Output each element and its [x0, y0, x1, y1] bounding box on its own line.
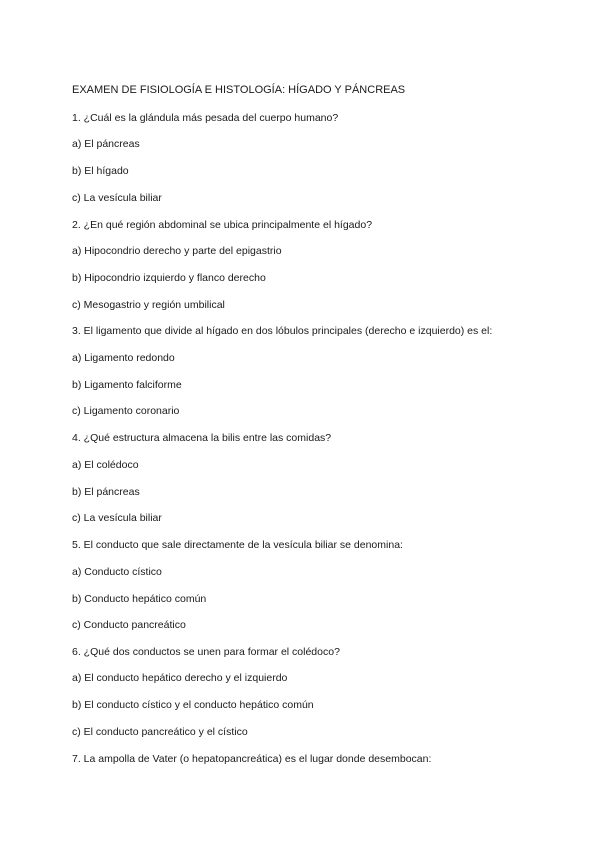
question-2-option-a: a) Hipocondrio derecho y parte del epigastrio [72, 245, 282, 257]
question-3-option-b: b) Ligamento falciforme [72, 379, 182, 391]
question-7: 7. La ampolla de Vater (o hepatopancreática) es el lugar donde desembocan: [72, 753, 432, 765]
question-3-option-a: a) Ligamento redondo [72, 352, 175, 364]
question-6-option-c: c) El conducto pancreático y el cístico [72, 726, 248, 738]
question-4-option-b: b) El páncreas [72, 486, 140, 498]
question-5-option-b: b) Conducto hepático común [72, 593, 207, 605]
question-5-option-a: a) Conducto cístico [72, 566, 162, 578]
question-1-option-b: b) El hígado [72, 165, 129, 177]
question-2-option-c: c) Mesogastrio y región umbilical [72, 299, 225, 311]
question-4-option-a: a) El colédoco [72, 459, 139, 471]
question-5-option-c: c) Conducto pancreático [72, 619, 186, 631]
question-5: 5. El conducto que sale directamente de la vesícula biliar se denomina: [72, 539, 403, 551]
question-2-option-b: b) Hipocondrio izquierdo y flanco derecho [72, 272, 266, 284]
question-6-option-b: b) El conducto cístico y el conducto hepático común [72, 699, 314, 711]
page-title: EXAMEN DE FISIOLOGÍA E HISTOLOGÍA: HÍGADO Y PÁNCREAS [72, 84, 406, 96]
question-6: 6. ¿Qué dos conductos se unen para formar el colédoco? [72, 646, 340, 658]
question-3: 3. El ligamento que divide al hígado en dos lóbulos principales (derecho e izquierdo) es el: [72, 325, 493, 337]
question-4: 4. ¿Qué estructura almacena la bilis entre las comidas? [72, 432, 332, 444]
question-1-option-c: c) La vesícula biliar [72, 192, 162, 204]
question-6-option-a: a) El conducto hepático derecho y el izquierdo [72, 672, 288, 684]
question-3-option-c: c) Ligamento coronario [72, 405, 180, 417]
question-4-option-c: c) La vesícula biliar [72, 512, 162, 524]
question-2: 2. ¿En qué región abdominal se ubica principalmente el hígado? [72, 219, 373, 231]
question-1-option-a: a) El páncreas [72, 138, 140, 150]
question-1: 1. ¿Cuál es la glándula más pesada del cuerpo humano? [72, 112, 339, 124]
